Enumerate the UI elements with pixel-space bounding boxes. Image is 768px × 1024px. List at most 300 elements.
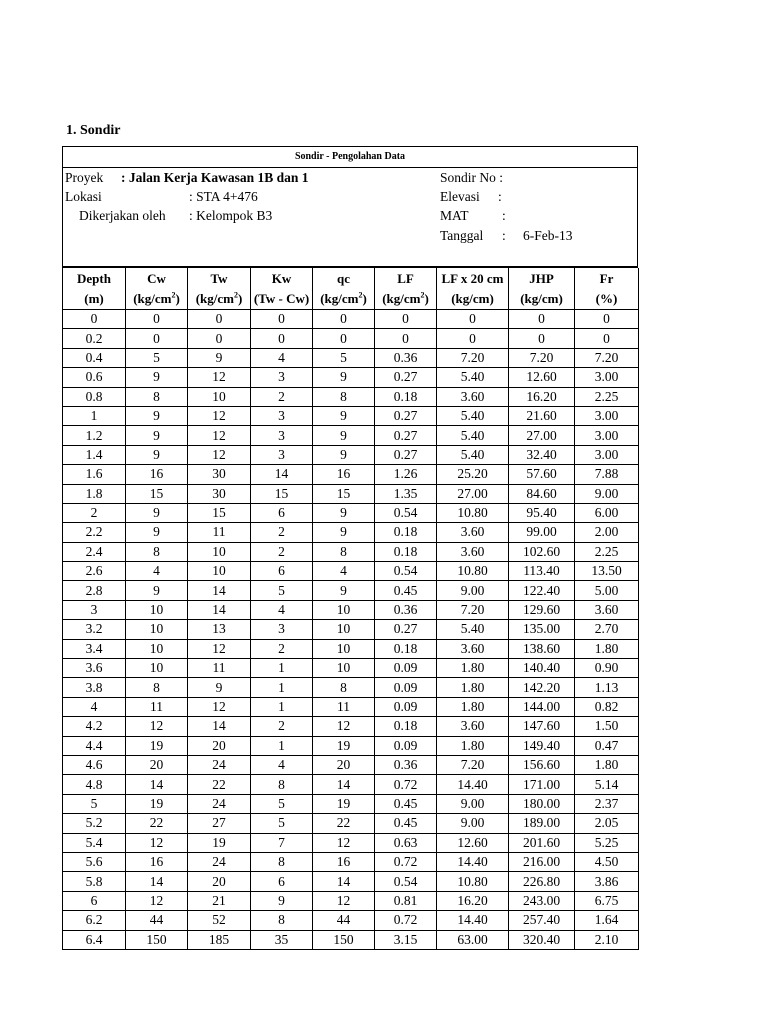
cell-qc: 9: [313, 368, 375, 387]
cell-tw: 30: [188, 465, 251, 484]
table-row: [63, 600, 639, 619]
cell-depth: 3.4: [63, 639, 126, 658]
cell-fr: 7.20: [575, 348, 639, 367]
cell-kw: 14: [251, 465, 313, 484]
col-cw: Cw: [126, 268, 188, 289]
cell-depth: 0.6: [63, 368, 126, 387]
cell-kw: 5: [251, 581, 313, 600]
cell-cw: 9: [126, 368, 188, 387]
cell-jhp: 113.40: [509, 562, 575, 581]
cell-jhp: 7.20: [509, 348, 575, 367]
cell-cw: 4: [126, 562, 188, 581]
cell-tw: 9: [188, 348, 251, 367]
cell-depth: 1.8: [63, 484, 126, 503]
table-row: [63, 833, 639, 852]
cell-cw: 0: [126, 329, 188, 348]
cell-qc: 9: [313, 445, 375, 464]
cell-depth: 4: [63, 697, 126, 716]
cell-depth: 2.6: [63, 562, 126, 581]
cell-cw: 9: [126, 581, 188, 600]
cell-kw: 9: [251, 891, 313, 910]
cell-kw: 8: [251, 852, 313, 871]
dikerjakan-value: : Kelompok B3: [189, 208, 273, 223]
proyek-value: : Jalan Kerja Kawasan 1B dan 1: [121, 170, 309, 185]
cell-kw: 2: [251, 387, 313, 406]
table-body: [63, 310, 639, 950]
cell-lf20: 7.20: [437, 600, 509, 619]
cell-cw: 9: [126, 406, 188, 425]
cell-cw: 11: [126, 697, 188, 716]
table-row: [63, 368, 639, 387]
cell-tw: 30: [188, 484, 251, 503]
cell-jhp: 144.00: [509, 697, 575, 716]
cell-qc: 20: [313, 755, 375, 774]
cell-tw: 9: [188, 678, 251, 697]
dikerjakan-label: Dikerjakan oleh: [79, 208, 166, 223]
unit-lf: $(kg/cm^2)$: [375, 289, 437, 310]
cell-depth: 0.8: [63, 387, 126, 406]
table-row: [63, 581, 639, 600]
cell-tw: 12: [188, 697, 251, 716]
cell-fr: 3.00: [575, 406, 639, 425]
cell-jhp: 102.60: [509, 542, 575, 561]
cell-kw: 2: [251, 523, 313, 542]
tanggal-label: Tanggal: [440, 228, 484, 243]
cell-qc: 5: [313, 348, 375, 367]
cell-kw: 1: [251, 697, 313, 716]
cell-tw: 20: [188, 736, 251, 755]
cell-qc: 9: [313, 523, 375, 542]
tanggal-colon: :: [502, 228, 506, 243]
cell-tw: 12: [188, 368, 251, 387]
cell-fr: 3.60: [575, 600, 639, 619]
cell-lf: 0: [375, 329, 437, 348]
cell-kw: 8: [251, 775, 313, 794]
cell-fr: 0: [575, 329, 639, 348]
table-row: [63, 697, 639, 716]
cell-kw: 2: [251, 717, 313, 736]
cell-fr: 2.25: [575, 387, 639, 406]
table-row: [63, 387, 639, 406]
cell-tw: 19: [188, 833, 251, 852]
cell-lf: 0.18: [375, 639, 437, 658]
cell-kw: 3: [251, 368, 313, 387]
cell-lf20: 0: [437, 329, 509, 348]
cell-lf20: 3.60: [437, 542, 509, 561]
cell-lf20: 10.80: [437, 503, 509, 522]
cell-kw: 3: [251, 406, 313, 425]
cell-qc: 0: [313, 310, 375, 329]
cell-qc: 8: [313, 542, 375, 561]
cell-lf20: 1.80: [437, 697, 509, 716]
cell-cw: 5: [126, 348, 188, 367]
cell-lf20: 27.00: [437, 484, 509, 503]
cell-cw: 14: [126, 872, 188, 891]
cell-lf: 0.72: [375, 775, 437, 794]
table-row: [63, 484, 639, 503]
cell-kw: 0: [251, 310, 313, 329]
cell-depth: 6.4: [63, 930, 126, 949]
cell-cw: 0: [126, 310, 188, 329]
cell-tw: 10: [188, 542, 251, 561]
cell-jhp: 21.60: [509, 406, 575, 425]
cell-lf20: 5.40: [437, 368, 509, 387]
cell-depth: 4.2: [63, 717, 126, 736]
cell-qc: 9: [313, 581, 375, 600]
cell-cw: 9: [126, 523, 188, 542]
cell-kw: 6: [251, 562, 313, 581]
elevasi-label: Elevasi: [440, 189, 480, 204]
cell-lf: 0.09: [375, 659, 437, 678]
cell-tw: 185: [188, 930, 251, 949]
cell-jhp: 84.60: [509, 484, 575, 503]
cell-kw: 3: [251, 426, 313, 445]
cell-cw: 15: [126, 484, 188, 503]
cell-depth: 2.2: [63, 523, 126, 542]
cell-jhp: 216.00: [509, 852, 575, 871]
mat-colon: :: [502, 208, 506, 223]
cell-lf: 0.09: [375, 697, 437, 716]
cell-lf: 0.18: [375, 523, 437, 542]
table-row: [63, 503, 639, 522]
cell-lf: 0.45: [375, 814, 437, 833]
cell-lf: 3.15: [375, 930, 437, 949]
cell-qc: 150: [313, 930, 375, 949]
cell-kw: 6: [251, 503, 313, 522]
col-tw: Tw: [188, 268, 251, 289]
cell-qc: 11: [313, 697, 375, 716]
cell-cw: 12: [126, 891, 188, 910]
cell-fr: 5.14: [575, 775, 639, 794]
cell-depth: 5.2: [63, 814, 126, 833]
cell-fr: 2.70: [575, 620, 639, 639]
cell-lf: 0.09: [375, 678, 437, 697]
cell-tw: 12: [188, 445, 251, 464]
cell-qc: 0: [313, 329, 375, 348]
cell-qc: 12: [313, 833, 375, 852]
cell-depth: 5.4: [63, 833, 126, 852]
cell-tw: 24: [188, 852, 251, 871]
cell-lf20: 1.80: [437, 659, 509, 678]
cell-lf20: 9.00: [437, 581, 509, 600]
table-row: [63, 736, 639, 755]
cell-jhp: 122.40: [509, 581, 575, 600]
cell-kw: 8: [251, 911, 313, 930]
cell-lf: 0.45: [375, 581, 437, 600]
sheet-title: Sondir - Pengolahan Data: [63, 147, 637, 168]
cell-kw: 6: [251, 872, 313, 891]
cell-fr: 0.47: [575, 736, 639, 755]
cell-lf: 0.54: [375, 872, 437, 891]
cell-depth: 5: [63, 794, 126, 813]
cell-qc: 10: [313, 659, 375, 678]
table-row: [63, 891, 639, 910]
cell-tw: 52: [188, 911, 251, 930]
cell-jhp: 0: [509, 329, 575, 348]
cell-jhp: 140.40: [509, 659, 575, 678]
cell-jhp: 156.60: [509, 755, 575, 774]
cell-lf20: 7.20: [437, 755, 509, 774]
cell-fr: 7.88: [575, 465, 639, 484]
cell-lf: 0.27: [375, 368, 437, 387]
lokasi-label: Lokasi: [65, 189, 102, 204]
cell-kw: 15: [251, 484, 313, 503]
cell-depth: 3.8: [63, 678, 126, 697]
table-row: [63, 872, 639, 891]
cell-kw: 1: [251, 659, 313, 678]
cell-tw: 0: [188, 310, 251, 329]
table-row: [63, 465, 639, 484]
unit-lf20: (kg/cm): [437, 289, 509, 310]
cell-lf: 0.81: [375, 891, 437, 910]
table-row: [63, 542, 639, 561]
cell-cw: 12: [126, 833, 188, 852]
table-row: [63, 755, 639, 774]
cell-jhp: 257.40: [509, 911, 575, 930]
cell-tw: 24: [188, 755, 251, 774]
cell-depth: 2: [63, 503, 126, 522]
section-heading: 1. Sondir: [66, 123, 121, 138]
cell-lf20: 14.40: [437, 911, 509, 930]
cell-fr: 5.25: [575, 833, 639, 852]
cell-qc: 14: [313, 872, 375, 891]
cell-qc: 9: [313, 406, 375, 425]
unit-kw: (Tw - Cw): [251, 289, 313, 310]
cell-lf20: 14.40: [437, 775, 509, 794]
cell-tw: 22: [188, 775, 251, 794]
cell-qc: 16: [313, 852, 375, 871]
cell-jhp: 135.00: [509, 620, 575, 639]
table-row: [63, 930, 639, 949]
cell-lf20: 5.40: [437, 445, 509, 464]
cell-lf20: 5.40: [437, 620, 509, 639]
cell-fr: 6.00: [575, 503, 639, 522]
cell-depth: 4.8: [63, 775, 126, 794]
cell-qc: 9: [313, 503, 375, 522]
cell-lf: 0.54: [375, 562, 437, 581]
cell-jhp: 201.60: [509, 833, 575, 852]
cell-tw: 13: [188, 620, 251, 639]
cell-qc: 19: [313, 794, 375, 813]
cell-depth: 5.8: [63, 872, 126, 891]
cell-kw: 2: [251, 542, 313, 561]
cell-kw: 35: [251, 930, 313, 949]
sondir-table: [62, 268, 639, 950]
cell-cw: 8: [126, 678, 188, 697]
col-lf: LF: [375, 268, 437, 289]
cell-tw: 12: [188, 426, 251, 445]
cell-depth: 0.4: [63, 348, 126, 367]
table-row: [63, 445, 639, 464]
table-row: [63, 562, 639, 581]
cell-depth: 0: [63, 310, 126, 329]
cell-depth: 4.4: [63, 736, 126, 755]
cell-fr: 1.50: [575, 717, 639, 736]
cell-fr: 1.80: [575, 755, 639, 774]
cell-lf20: 10.80: [437, 562, 509, 581]
cell-lf: 1.26: [375, 465, 437, 484]
cell-depth: 1.6: [63, 465, 126, 484]
cell-jhp: 171.00: [509, 775, 575, 794]
cell-cw: 150: [126, 930, 188, 949]
cell-qc: 9: [313, 426, 375, 445]
cell-lf: 0.27: [375, 426, 437, 445]
cell-jhp: 99.00: [509, 523, 575, 542]
col-jhp: JHP: [509, 268, 575, 289]
cell-tw: 12: [188, 406, 251, 425]
col-kw: Kw: [251, 268, 313, 289]
cell-lf: 0.27: [375, 445, 437, 464]
cell-tw: 24: [188, 794, 251, 813]
col-fr: Fr: [575, 268, 639, 289]
cell-lf20: 25.20: [437, 465, 509, 484]
cell-lf20: 3.60: [437, 717, 509, 736]
cell-tw: 27: [188, 814, 251, 833]
cell-depth: 1: [63, 406, 126, 425]
table-row: [63, 911, 639, 930]
cell-qc: 8: [313, 387, 375, 406]
cell-cw: 10: [126, 659, 188, 678]
cell-qc: 15: [313, 484, 375, 503]
cell-tw: 10: [188, 562, 251, 581]
cell-fr: 2.37: [575, 794, 639, 813]
cell-cw: 19: [126, 736, 188, 755]
cell-fr: 0: [575, 310, 639, 329]
table-row: [63, 406, 639, 425]
cell-fr: 0.82: [575, 697, 639, 716]
cell-tw: 10: [188, 387, 251, 406]
cell-lf20: 9.00: [437, 794, 509, 813]
cell-qc: 10: [313, 600, 375, 619]
cell-lf: 0.18: [375, 717, 437, 736]
cell-jhp: 95.40: [509, 503, 575, 522]
cell-cw: 12: [126, 717, 188, 736]
col-depth: Depth: [63, 268, 126, 289]
cell-tw: 0: [188, 329, 251, 348]
cell-cw: 19: [126, 794, 188, 813]
cell-kw: 2: [251, 639, 313, 658]
table-row: [63, 329, 639, 348]
cell-lf: 0: [375, 310, 437, 329]
cell-depth: 5.6: [63, 852, 126, 871]
cell-kw: 4: [251, 348, 313, 367]
cell-cw: 10: [126, 639, 188, 658]
cell-kw: 3: [251, 620, 313, 639]
cell-depth: 6.2: [63, 911, 126, 930]
cell-lf: 0.72: [375, 911, 437, 930]
cell-lf: 0.72: [375, 852, 437, 871]
col-qc: qc: [313, 268, 375, 289]
cell-lf20: 7.20: [437, 348, 509, 367]
cell-qc: 10: [313, 639, 375, 658]
cell-fr: 3.00: [575, 426, 639, 445]
table-row: [63, 639, 639, 658]
cell-kw: 5: [251, 794, 313, 813]
cell-tw: 20: [188, 872, 251, 891]
cell-cw: 14: [126, 775, 188, 794]
cell-fr: 1.80: [575, 639, 639, 658]
cell-tw: 14: [188, 600, 251, 619]
cell-lf: 0.18: [375, 542, 437, 561]
cell-fr: 2.25: [575, 542, 639, 561]
cell-fr: 6.75: [575, 891, 639, 910]
cell-lf: 0.36: [375, 755, 437, 774]
cell-fr: 13.50: [575, 562, 639, 581]
cell-tw: 11: [188, 659, 251, 678]
cell-depth: 4.6: [63, 755, 126, 774]
cell-lf20: 0: [437, 310, 509, 329]
cell-jhp: 57.60: [509, 465, 575, 484]
cell-jhp: 27.00: [509, 426, 575, 445]
cell-lf20: 5.40: [437, 406, 509, 425]
elevasi-colon: :: [498, 189, 502, 204]
cell-kw: 5: [251, 814, 313, 833]
cell-lf20: 3.60: [437, 387, 509, 406]
cell-tw: 15: [188, 503, 251, 522]
cell-depth: 3.2: [63, 620, 126, 639]
cell-fr: 2.05: [575, 814, 639, 833]
cell-depth: 6: [63, 891, 126, 910]
cell-lf: 0.27: [375, 406, 437, 425]
cell-qc: 4: [313, 562, 375, 581]
cell-depth: 0.2: [63, 329, 126, 348]
cell-jhp: 226.80: [509, 872, 575, 891]
cell-kw: 0: [251, 329, 313, 348]
cell-fr: 0.90: [575, 659, 639, 678]
cell-jhp: 129.60: [509, 600, 575, 619]
cell-lf: 0.09: [375, 736, 437, 755]
cell-lf20: 9.00: [437, 814, 509, 833]
cell-fr: 3.00: [575, 445, 639, 464]
cell-lf: 0.54: [375, 503, 437, 522]
cell-qc: 16: [313, 465, 375, 484]
cell-jhp: 147.60: [509, 717, 575, 736]
cell-lf: 0.63: [375, 833, 437, 852]
table-row: [63, 717, 639, 736]
cell-lf20: 14.40: [437, 852, 509, 871]
cell-jhp: 12.60: [509, 368, 575, 387]
cell-cw: 16: [126, 852, 188, 871]
cell-jhp: 149.40: [509, 736, 575, 755]
cell-kw: 4: [251, 755, 313, 774]
table-row: [63, 794, 639, 813]
cell-jhp: 243.00: [509, 891, 575, 910]
cell-fr: 9.00: [575, 484, 639, 503]
cell-cw: 20: [126, 755, 188, 774]
cell-tw: 14: [188, 581, 251, 600]
header-row-labels: [63, 268, 639, 289]
sondir-sheet: [62, 146, 638, 950]
proyek-label: Proyek: [65, 170, 104, 185]
cell-lf20: 10.80: [437, 872, 509, 891]
cell-cw: 9: [126, 445, 188, 464]
cell-lf: 1.35: [375, 484, 437, 503]
unit-jhp: (kg/cm): [509, 289, 575, 310]
cell-depth: 3: [63, 600, 126, 619]
unit-fr: (%): [575, 289, 639, 310]
cell-fr: 4.50: [575, 852, 639, 871]
table-row: [63, 426, 639, 445]
cell-jhp: 138.60: [509, 639, 575, 658]
cell-tw: 12: [188, 639, 251, 658]
cell-jhp: 320.40: [509, 930, 575, 949]
table-row: [63, 852, 639, 871]
table-row: [63, 310, 639, 329]
table-row: [63, 814, 639, 833]
table-row: [63, 348, 639, 367]
cell-qc: 8: [313, 678, 375, 697]
table-row: [63, 775, 639, 794]
